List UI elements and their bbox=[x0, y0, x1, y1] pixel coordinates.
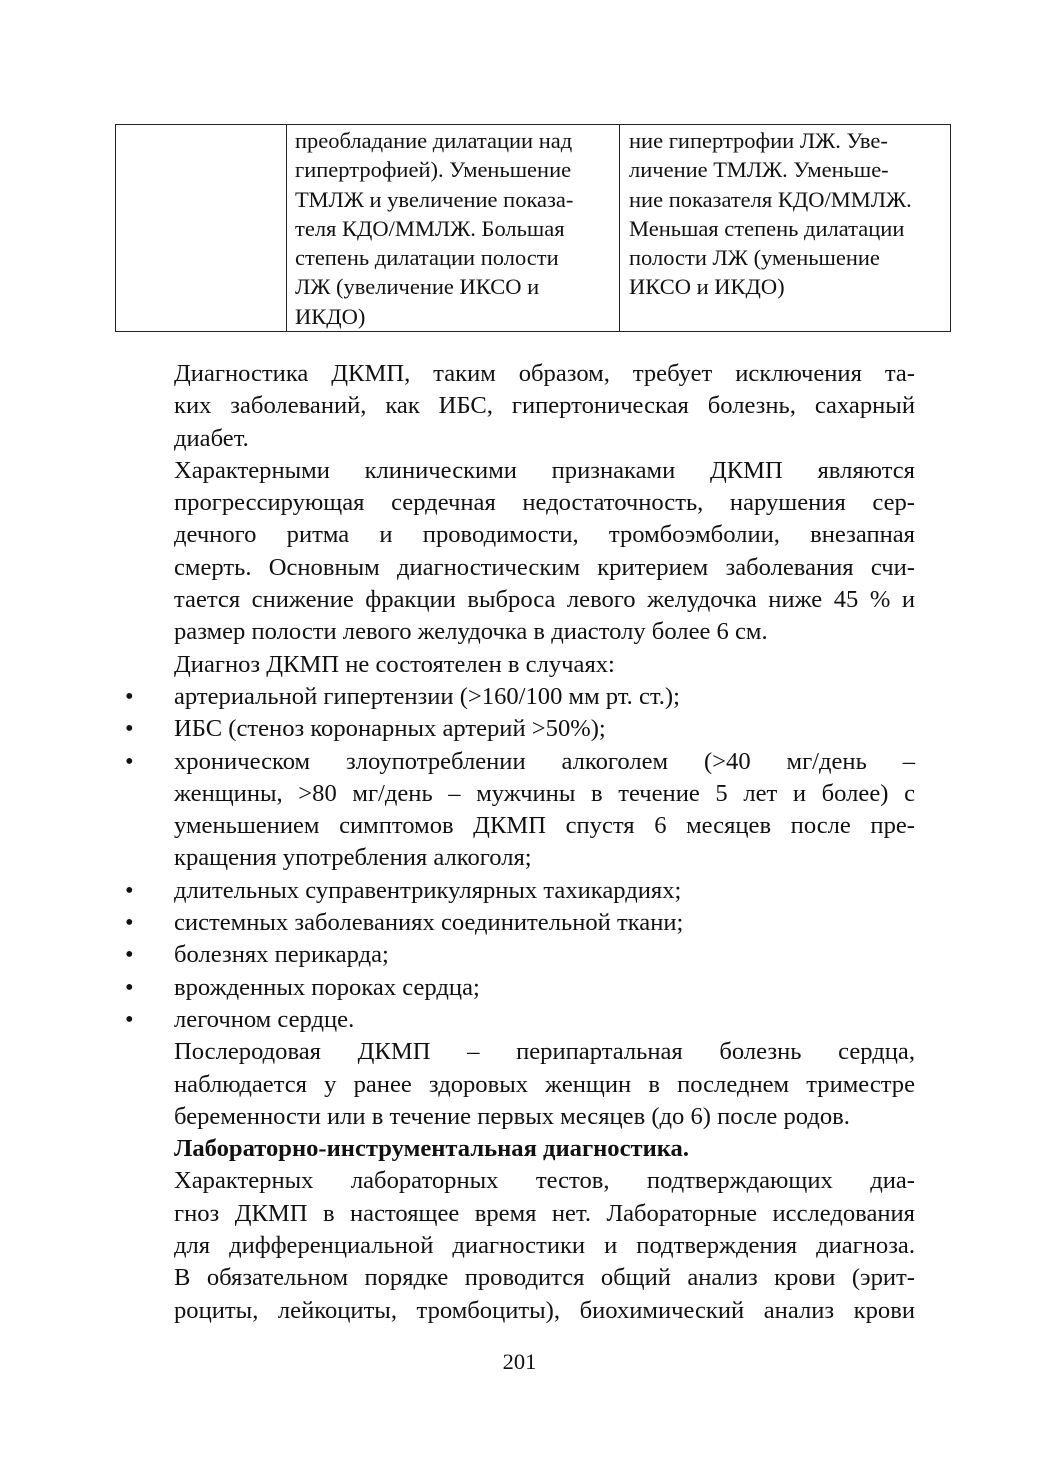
list-item bbox=[125, 875, 915, 907]
text-line: прогрессирующая сердечная недостаточность, нарушения сер- bbox=[174, 489, 915, 517]
bullet-marker: • bbox=[125, 941, 134, 969]
text-line: Послеродовая ДКМП – перипартальная болезнь сердца, bbox=[174, 1038, 915, 1066]
bullet-marker: • bbox=[125, 682, 134, 710]
text-line: гноз ДКМП в настоящее время нет. Лабораторные исследования bbox=[174, 1199, 915, 1227]
paragraph-exclusion-intro bbox=[125, 649, 915, 681]
table-cell-dilated-description bbox=[287, 125, 620, 332]
paragraph-differential-diagnosis bbox=[125, 358, 915, 455]
list-item bbox=[125, 907, 915, 939]
table-cell-line: ние показателя КДО/ММЛЖ. bbox=[629, 186, 912, 212]
heading-text: Лабораторно-инструментальная диагностика. bbox=[174, 1135, 689, 1163]
table-cell-line: гипертрофией). Уменьшение bbox=[295, 157, 572, 183]
table-cell-line: теля КДО/ММЛЖ. Большая bbox=[295, 215, 565, 241]
table-cell-line: ние гипертрофии ЛЖ. Уве- bbox=[629, 128, 888, 153]
table-cell-line: ТМЛЖ и увеличение показа- bbox=[295, 186, 574, 212]
page-number: 201 bbox=[502, 1349, 537, 1374]
bullet-marker: • bbox=[125, 715, 134, 743]
bullet-marker: • bbox=[125, 909, 134, 937]
text-line: В обязательном порядке проводится общий анализ крови (эрит- bbox=[174, 1264, 915, 1292]
text-line: наблюдается у ранее здоровых женщин в последнем триместре bbox=[174, 1070, 915, 1098]
paragraph-peripartum bbox=[125, 1036, 915, 1133]
continuation-table bbox=[115, 124, 951, 332]
section-heading bbox=[125, 1133, 915, 1165]
text-line: врожденных пороках сердца; bbox=[174, 973, 480, 1001]
exclusion-list bbox=[125, 681, 915, 1036]
bullet-marker: • bbox=[125, 973, 134, 1001]
paragraph-lab-tests bbox=[125, 1165, 915, 1326]
bullet-marker: • bbox=[125, 747, 134, 775]
table-cell-line: степень дилатации полости bbox=[295, 245, 559, 271]
text-line: Диагностика ДКМП, таким образом, требует исключения та- bbox=[174, 360, 915, 387]
bullet-marker: • bbox=[125, 876, 134, 904]
text-line: ких заболеваний, как ИБС, гипертоническая болезнь, сахарный bbox=[174, 392, 915, 420]
text-line: системных заболеваниях соединительной ткани; bbox=[174, 909, 684, 937]
text-line: легочном сердце. bbox=[174, 1005, 355, 1033]
text-line: дечного ритма и проводимости, тромбоэмболии, внезапная bbox=[174, 521, 915, 549]
table-cell-empty bbox=[116, 125, 287, 332]
table-row bbox=[116, 125, 951, 332]
table-cell-line: ЛЖ (увеличение ИКСО и bbox=[295, 274, 540, 300]
text-line: размер полости левого желудочка в диастолу более 6 см. bbox=[174, 618, 768, 646]
text-line: женщины, >80 мг/день – мужчины в течение 5 лет и более) с bbox=[174, 779, 915, 807]
text-line: уменьшением симптомов ДКМП спустя 6 месяцев после пре- bbox=[174, 812, 915, 840]
text-line: смерть. Основным диагностическим критерием заболевания счи- bbox=[174, 553, 915, 581]
table-cell-line: преобладание дилатации над bbox=[295, 128, 573, 153]
text-line: ИБС (стеноз коронарных артерий >50%); bbox=[174, 715, 606, 743]
text-line: артериальной гипертензии (>160/100 мм рт. ст.); bbox=[174, 682, 680, 710]
text-line: Характерными клиническими признаками ДКМП являются bbox=[174, 456, 915, 484]
text-line: Характерных лабораторных тестов, подтверждающих диа- bbox=[174, 1167, 915, 1195]
bullet-marker: • bbox=[125, 1005, 134, 1033]
table-cell-line: личение ТМЛЖ. Уменьше- bbox=[629, 157, 889, 183]
table-cell-line: Меньшая степень дилатации bbox=[629, 215, 905, 241]
table-cell-hypertrophic-description bbox=[620, 125, 951, 332]
text-line: хроническом злоупотреблении алкоголем (>40 мг/день – bbox=[174, 747, 915, 775]
text-line: болезнях перикарда; bbox=[174, 941, 389, 969]
text-line: Диагноз ДКМП не состоятелен в случаях: bbox=[174, 650, 615, 678]
list-item bbox=[125, 713, 915, 745]
text-line: для дифференциальной диагностики и подтверждения диагноза. bbox=[174, 1232, 915, 1260]
list-item bbox=[125, 681, 915, 713]
list-item bbox=[125, 972, 915, 1004]
text-line: роциты, лейкоциты, тромбоциты), биохимический анализ крови bbox=[174, 1296, 915, 1324]
paragraph-clinical-signs bbox=[125, 455, 915, 649]
text-line: кращения употребления алкоголя; bbox=[174, 844, 532, 872]
text-line: тается снижение фракции выброса левого желудочка ниже 45 % и bbox=[174, 586, 915, 614]
text-line: длительных суправентрикулярных тахикардиях; bbox=[174, 876, 682, 904]
table-cell-line: полости ЛЖ (уменьшение bbox=[629, 245, 880, 271]
text-line: беременности или в течение первых месяцев (до 6) после родов. bbox=[174, 1102, 850, 1130]
list-item bbox=[125, 746, 915, 875]
list-item bbox=[125, 939, 915, 971]
list-item bbox=[125, 1004, 915, 1036]
text-line: диабет. bbox=[174, 424, 249, 452]
body-text bbox=[125, 358, 915, 1327]
table-cell-line: ИКСО и ИКДО) bbox=[629, 274, 785, 300]
table-cell-line: ИКДО) bbox=[295, 303, 366, 329]
